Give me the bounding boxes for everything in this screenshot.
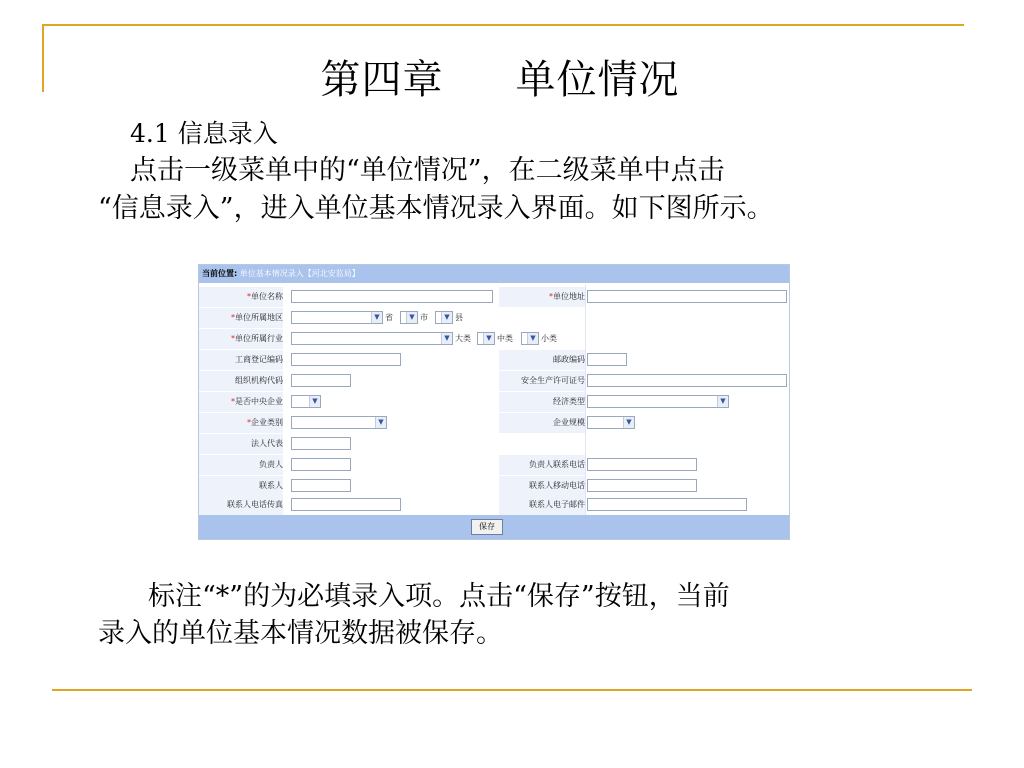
legal-rep-input[interactable] (291, 437, 351, 450)
field-label (199, 495, 283, 515)
intro-line-2: “信息录入”，进入单位基本情况录入界面。如下图所示。 (98, 193, 774, 224)
form-row (199, 434, 789, 454)
form-row (199, 371, 789, 391)
economy-type-select[interactable] (587, 395, 729, 408)
save-button[interactable]: 保存 (471, 519, 503, 535)
form-row (199, 455, 789, 475)
required-mark: * (231, 334, 235, 343)
label-text: 安全生产许可证号 (521, 376, 585, 385)
industry-big-select[interactable] (291, 332, 453, 345)
field-label (199, 392, 283, 412)
chevron-down-icon: ▼ (527, 333, 538, 344)
chevron-down-icon: ▼ (623, 417, 634, 428)
postcode-input[interactable] (587, 353, 627, 366)
label-text: 联系人电子邮件 (529, 500, 585, 509)
industry-mid-select[interactable] (477, 332, 495, 345)
chevron-down-icon: ▼ (309, 396, 320, 407)
field-label (199, 476, 283, 496)
note-line-2: 录入的单位基本情况数据被保存。 (98, 618, 503, 649)
chevron-down-icon: ▼ (406, 312, 417, 323)
form-screenshot (198, 264, 790, 540)
industry-small-select[interactable] (521, 332, 539, 345)
field-label (199, 434, 283, 454)
safety-license-input[interactable] (587, 374, 787, 387)
form-row (199, 413, 789, 433)
field-label (199, 413, 283, 433)
field-label (499, 495, 585, 515)
form-row (199, 476, 789, 496)
section-heading: 4.1 信息录入 (130, 119, 278, 148)
field-label (199, 350, 283, 370)
label-text: 组织机构代码 (235, 376, 283, 385)
bottom-rule (52, 689, 972, 691)
note-line-1: 标注“*”的为必填录入项。点击“保存”按钮，当前 (148, 581, 730, 612)
form-row (199, 308, 789, 328)
org-code-input[interactable] (291, 374, 351, 387)
chapter-name: 单位情况 (515, 57, 680, 103)
unit-city: 市 (420, 313, 428, 322)
unit-big-class: 大类 (455, 334, 471, 343)
chevron-down-icon: ▼ (717, 396, 728, 407)
field-label (199, 287, 283, 307)
field-label (499, 287, 585, 307)
required-mark: * (231, 313, 235, 322)
field-label (499, 476, 585, 496)
field-label (499, 455, 585, 475)
label-text: 法人代表 (251, 439, 283, 448)
contact-input[interactable] (291, 479, 351, 492)
province-select[interactable] (291, 311, 383, 324)
form-row (199, 329, 789, 349)
label-text: 企业规模 (553, 418, 585, 427)
form-row (199, 495, 789, 515)
unit-county: 县 (455, 313, 463, 322)
contact-mobile-input[interactable] (587, 479, 697, 492)
enterprise-scale-select[interactable] (587, 416, 635, 429)
label-text: 企业类别 (251, 418, 283, 427)
intro-line-1: 点击一级菜单中的“单位情况”，在二级菜单中点击 (130, 155, 725, 186)
unit-small-class: 小类 (541, 334, 557, 343)
chevron-down-icon: ▼ (371, 312, 382, 323)
field-label (199, 455, 283, 475)
required-mark: * (247, 418, 251, 427)
label-text: 联系人电话传真 (227, 500, 283, 509)
form-row (199, 392, 789, 412)
label-text: 经济类型 (553, 397, 585, 406)
city-select[interactable] (400, 311, 418, 324)
field-label (499, 413, 585, 433)
field-label (199, 371, 283, 391)
label-text: 单位名称 (251, 292, 283, 301)
form-footer (199, 515, 789, 539)
top-rule (42, 24, 964, 26)
form-row (199, 287, 789, 307)
required-mark: * (549, 292, 553, 301)
chapter-label: 第四章 (320, 57, 444, 103)
field-label (199, 308, 283, 328)
field-label (499, 371, 585, 391)
central-enterprise-select[interactable] (291, 395, 321, 408)
required-mark: * (231, 397, 235, 406)
contact-email-input[interactable] (587, 498, 747, 511)
chevron-down-icon: ▼ (441, 312, 452, 323)
label-text: 邮政编码 (553, 355, 585, 364)
chevron-down-icon: ▼ (441, 333, 452, 344)
chevron-down-icon: ▼ (375, 417, 386, 428)
chevron-down-icon: ▼ (483, 333, 494, 344)
county-select[interactable] (435, 311, 453, 324)
contact-fax-input[interactable] (291, 498, 401, 511)
person-in-charge-input[interactable] (291, 458, 351, 471)
label-text: 负责人联系电话 (529, 460, 585, 469)
label-text: 单位所属地区 (235, 313, 283, 322)
breadcrumb-label: 当前位置: (202, 269, 238, 278)
enterprise-type-select[interactable] (291, 416, 387, 429)
breadcrumb-value: 单位基本情况录入【河北安监局】 (239, 269, 360, 278)
label-text: 负责人 (259, 460, 283, 469)
label-text: 联系人移动电话 (529, 481, 585, 490)
unit-name-input[interactable] (291, 290, 493, 303)
breadcrumb (199, 265, 789, 283)
label-text: 单位地址 (553, 292, 585, 301)
slide-title (0, 48, 1000, 105)
field-label (499, 392, 585, 412)
unit-mid-class: 中类 (497, 334, 513, 343)
unit-province: 省 (385, 313, 393, 322)
label-text: 联系人 (259, 481, 283, 490)
unit-address-input[interactable] (587, 290, 787, 303)
field-label (199, 329, 283, 349)
label-text: 工商登记编码 (235, 355, 283, 364)
label-text: 是否中央企业 (235, 397, 283, 406)
biz-reg-input[interactable] (291, 353, 401, 366)
charge-phone-input[interactable] (587, 458, 697, 471)
field-label (499, 350, 585, 370)
label-text: 单位所属行业 (235, 334, 283, 343)
form-row (199, 350, 789, 370)
required-mark: * (247, 292, 251, 301)
